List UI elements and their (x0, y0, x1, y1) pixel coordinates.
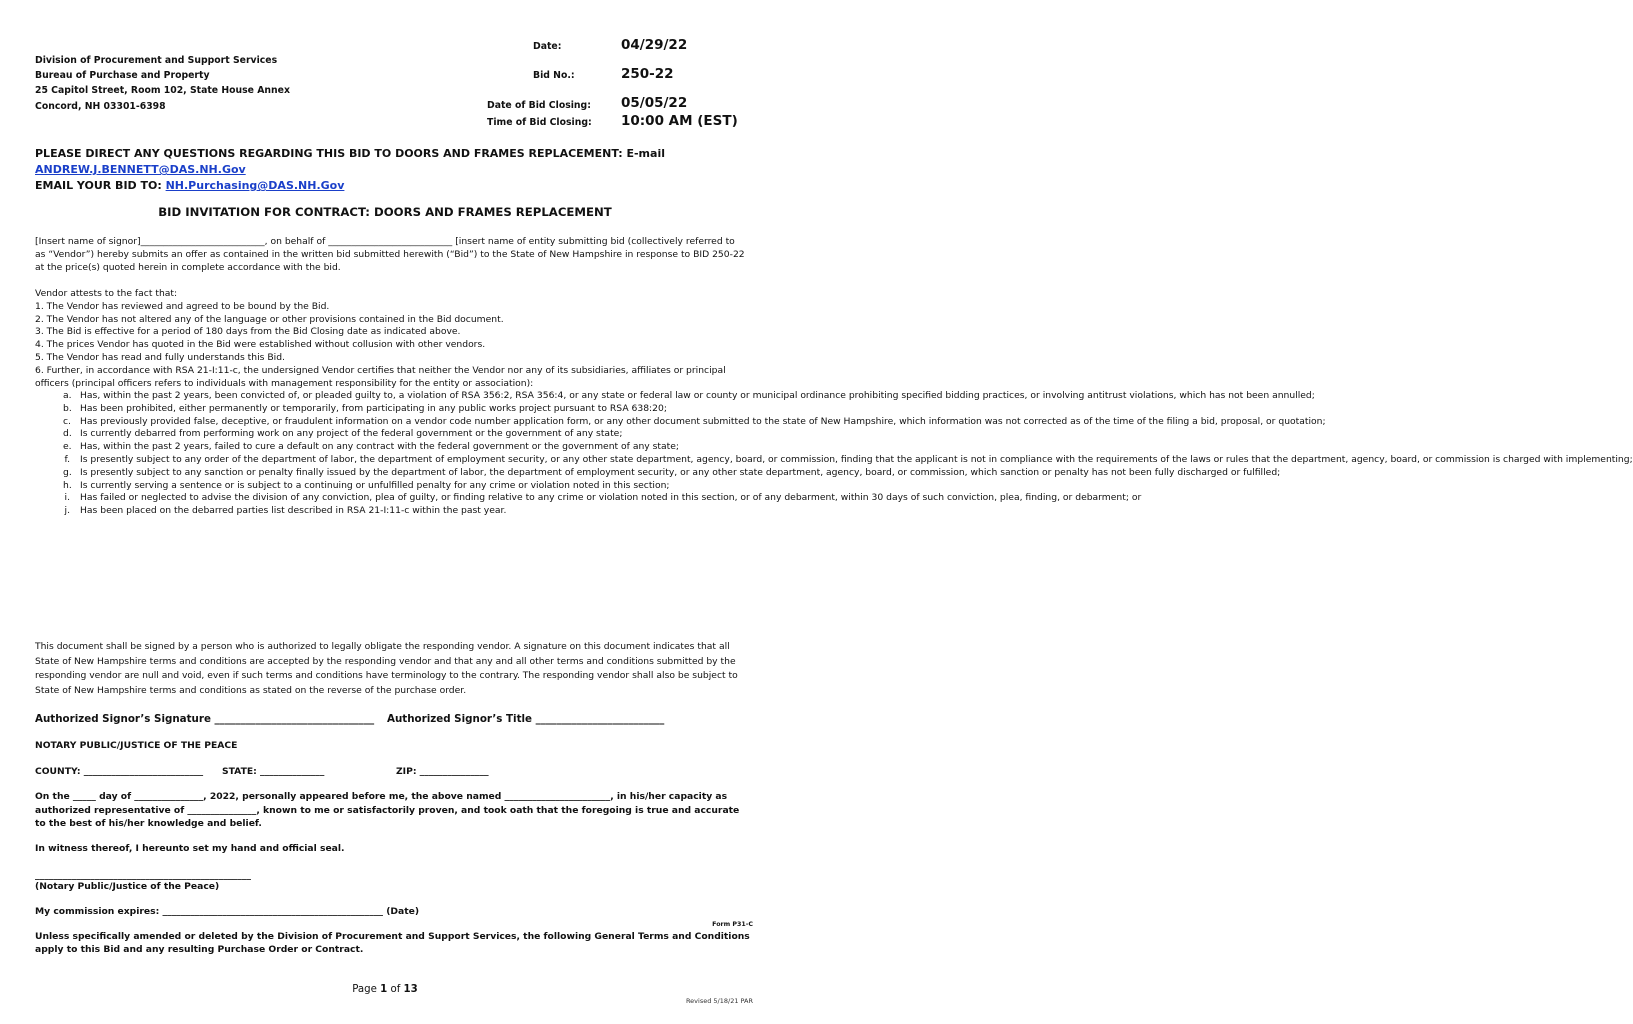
certification-item: c. Has previously provided false, deceptive, or fraudulent information on a vendor code number application form, or any other document submitted to the state of New Hampshire, which information was not corrected as of the time of the filing a bid, proposal, or quotation; (63, 415, 1326, 427)
attest-item: 3. The Bid is effective for a period of 180 days from the Bid Closing date as indicated above. (35, 326, 461, 338)
certification-item: b. Has been prohibited, either permanently or temporarily, from participating in any public works project pursuant to RSA 638:20; (63, 402, 667, 414)
zip-field[interactable]: ZIP: _______________ (396, 766, 489, 777)
revision-note: Revised 5/18/21 PAR (685, 997, 753, 1005)
attest-item: 5. The Vendor has read and fully understands this Bid. (35, 351, 285, 363)
certification-item: j. Has been placed on the debarred parties list described in RSA 21-I:11-c within the past year. (64, 505, 507, 517)
certification-list (35, 390, 1633, 518)
page-title: BID INVITATION FOR CONTRACT: DOORS AND FRAMES REPLACEMENT (158, 205, 612, 219)
oath-statement: On the _____ day of _______________, 2022, personally appeared before me, the above named _______________________, in his/her capacity as authorized representative of _______________, known to me or satisfactorily proven, and took oath that the foregoing is true and accurate to the best of his/her knowledge and belief. (35, 791, 740, 829)
address-line: 25 Capitol Street, Room 102, State House Annex (35, 85, 290, 96)
contact-email-link[interactable]: ANDREW.J.BENNETT@DAS.NH.Gov (35, 163, 246, 176)
closing-date-label: Date of Bid Closing: (487, 100, 591, 111)
attest-heading: Vendor attests to the fact that: (35, 288, 178, 299)
bid-no-label: Bid No.: (533, 70, 575, 81)
attest-block (35, 288, 745, 390)
bid-no-value: 250-22 (621, 66, 674, 82)
page-number: Page 1 of 13 (352, 984, 418, 995)
intro-paragraph: [Insert name of signor]___________________________, on behalf of ___________________________ [insert name of entity submitting bid (collectively referred to as “Vendor”) hereby submits an offer as contained in the written bid submitted herewith (“Bid”) to the State of New Hampshire in response to BID 250-22 at the price(s) quoted herein in complete accordance with the bid. (35, 236, 745, 273)
closing-time-value: 10:00 AM (EST) (621, 113, 738, 129)
attest-list (35, 301, 745, 391)
notary-heading: NOTARY PUBLIC/JUSTICE OF THE PEACE (35, 740, 238, 751)
date-value: 04/29/22 (621, 37, 688, 53)
address-line: Bureau of Purchase and Property (35, 70, 210, 81)
date-label: Date: (533, 41, 562, 52)
attest-item: 1. The Vendor has reviewed and agreed to be bound by the Bid. (35, 300, 330, 312)
address-line: Concord, NH 03301-6398 (35, 101, 166, 112)
certification-item: f. Is presently subject to any order of the department of labor, the department of employment security, or any other state department, agency, board, or commission, finding that the applicant is not in compliance with the requirements of the laws or rules that the department, agency, board, or commission is charged with implementing; (64, 453, 1633, 465)
questions-text: PLEASE DIRECT ANY QUESTIONS REGARDING THIS BID TO DOORS AND FRAMES REPLACEMENT: E-mail (35, 147, 665, 160)
closing-date-value: 05/05/22 (621, 95, 688, 111)
attest-item: 2. The Vendor has not altered any of the language or other provisions contained in the Bid document. (35, 313, 504, 325)
attest-item: 4. The prices Vendor has quoted in the Bid were established without collusion with other vendors. (35, 339, 486, 351)
certification-item: d. Is currently debarred from performing work on any project of the federal government or the government of any state; (63, 428, 623, 440)
terms-notice: Unless specifically amended or deleted by the Division of Procurement and Support Services, the following General Terms and Conditions apply to this Bid and any resulting Purchase Order or Contract. (35, 931, 750, 955)
form-label: Form P31-C (712, 921, 753, 928)
questions-notice (35, 146, 740, 194)
address-block (35, 53, 290, 114)
signor-signature-field[interactable]: Authorized Signor’s Signature _______________________________ (35, 713, 375, 725)
county-field[interactable]: COUNTY: __________________________ (35, 766, 204, 777)
certification-item: a. Has, within the past 2 years, been convicted of, or pleaded guilty to, a violation of RSA 356:2, RSA 356:4, or any state or federal law or county or municipal ordinance prohibiting specified bidding practices, or involving antitrust violations, which has not been annulled; (63, 390, 1315, 401)
certification-item: h. Is currently serving a sentence or is subject to a continuing or unfulfilled penalty for any crime or violation noted in this section; (63, 479, 670, 491)
state-field[interactable]: STATE: ______________ (222, 766, 325, 777)
certification-item: e. Has, within the past 2 years, failed to cure a default on any contract with the federal government or the government of any state; (63, 441, 679, 453)
witness-statement: In witness thereof, I hereunto set my hand and official seal. (35, 843, 345, 854)
notary-signature-caption: (Notary Public/Justice of the Peace) (35, 881, 220, 892)
address-line: Division of Procurement and Support Services (35, 55, 278, 66)
signing-paragraph: This document shall be signed by a person who is authorized to legally obligate the responding vendor. A signature on this document indicates that all State of New Hampshire terms and conditions are accepted by the responding vendor and that any and all other terms and conditions submitted by the responding vendor are null and void, even if such terms and conditions have terminology to the contrary. The responding vendor shall also be subject to State of New Hampshire terms and conditions as stated on the reverse of the purchase order. (35, 641, 738, 696)
attest-item: 6. Further, in accordance with RSA 21-I:11-c, the undersigned Vendor certifies that neither the Vendor nor any of its subsidiaries, affiliates or principal officers (principal officers refers to individuals with management responsibility for the entity or association): (35, 364, 726, 389)
closing-time-label: Time of Bid Closing: (487, 117, 592, 128)
notary-signature-line[interactable]: _______________________________________________ (35, 870, 251, 881)
email-bid-text: EMAIL YOUR BID TO: (35, 179, 166, 192)
commission-field[interactable]: My commission expires: ________________________________________________ (Date) (35, 906, 420, 917)
bid-email-link[interactable]: NH.Purchasing@DAS.NH.Gov (165, 179, 345, 192)
certification-item: g. Is presently subject to any sanction or penalty finally issued by the department of labor, the department of employment security, or any other state department, agency, board, or commission, which sanction or penalty has not been fully discharged or fulfilled; (63, 466, 1281, 478)
certification-item: i. Has failed or neglected to advise the division of any conviction, plea of guilty, or finding relative to any crime or violation noted in this section, or of any debarment, within 30 days of such conviction, plea, finding, or debarment; or (64, 492, 1142, 504)
signor-title-field[interactable]: Authorized Signor’s Title _________________________ (387, 713, 665, 725)
